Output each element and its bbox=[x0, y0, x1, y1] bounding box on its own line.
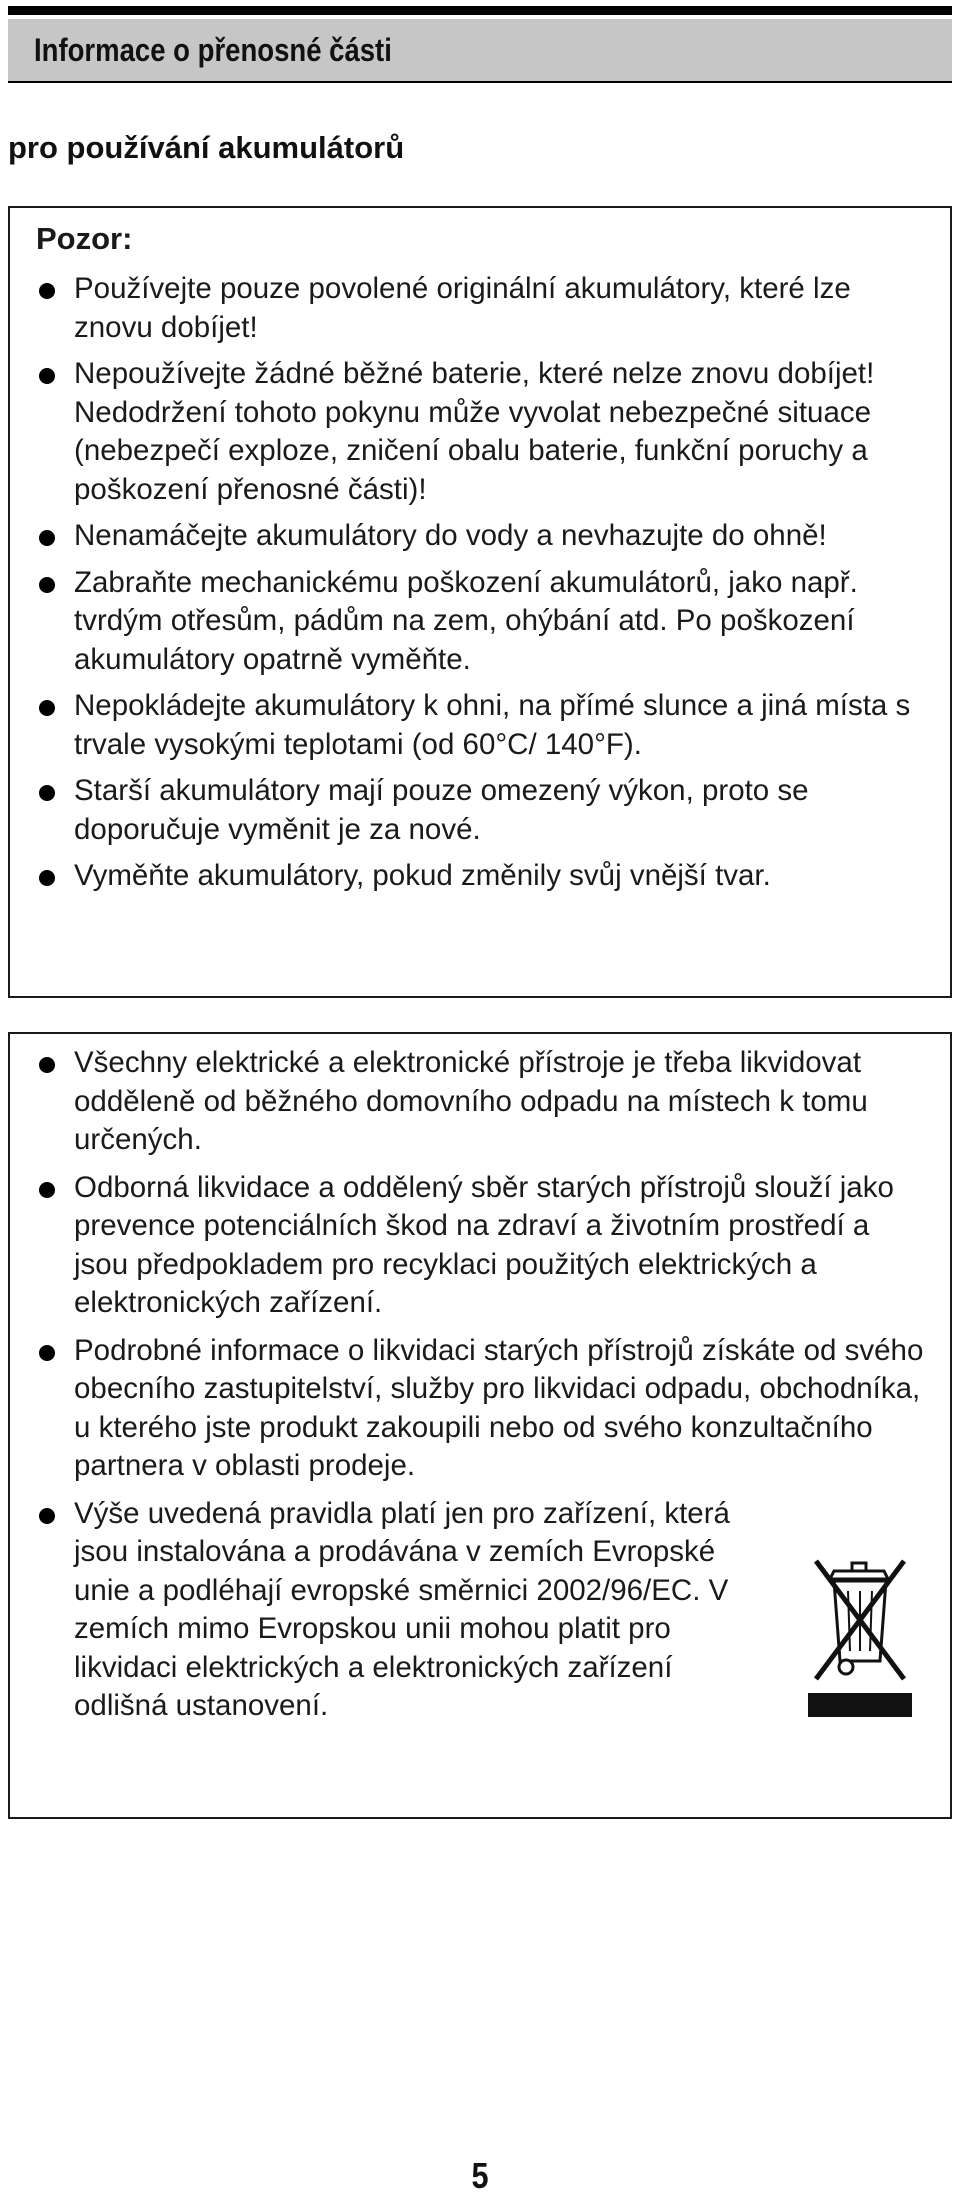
list-item-text: Zabraňte mechanickému poškození akumulátorů, jako např. tvrdým otřesům, pádům na zem, ohýbání atd. Po poškození akumulátory opatrně vyměňte. bbox=[74, 565, 858, 676]
warning-label: Pozor: bbox=[36, 221, 133, 256]
bullet-icon bbox=[39, 577, 55, 593]
bullet-icon bbox=[39, 283, 55, 299]
list-item bbox=[36, 857, 924, 896]
header-band bbox=[8, 19, 952, 83]
list-item-text: Vyměňte akumulátory, pokud změnily svůj vnější tvar. bbox=[74, 859, 771, 892]
bullet-icon bbox=[39, 1508, 55, 1524]
list-item-text: Starší akumulátory mají pouze omezený výkon, proto se doporučuje vyměnit je za nové. bbox=[74, 774, 809, 846]
bullet-icon bbox=[39, 1182, 55, 1198]
list-item bbox=[36, 1495, 766, 1726]
list-item-text: Odborná likvidace a oddělený sběr starých přístrojů slouží jako prevence potenciálních škod na zdraví a životním prostředí a jsou předpokladem pro recyklaci použitých elektrických a elektronických zařízení. bbox=[74, 1170, 894, 1319]
list-item bbox=[36, 517, 924, 556]
crossed-out-wheelie-bin-icon bbox=[804, 1549, 916, 1719]
list-item bbox=[36, 772, 924, 849]
list-item-text: Podrobné informace o likvidaci starých přístrojů získáte od svého obecního zastupitelství, služby pro likvidaci odpadu, obchodníka, u kterého jste produkt zakoupili nebo od svého konzultačního partnera v oblasti prodeje. bbox=[74, 1333, 924, 1482]
list-item bbox=[36, 355, 924, 509]
bullet-icon bbox=[39, 785, 55, 801]
list-item bbox=[36, 564, 924, 680]
list-item-text: Nenamáčejte akumulátory do vody a nevhazujte do ohně! bbox=[74, 519, 827, 552]
list-item-text: Nepokládejte akumulátory k ohni, na přímé slunce a jiná místa s trvale vysokými teplotami (od 60°C/ 140°F). bbox=[74, 689, 911, 761]
bullet-icon bbox=[39, 530, 55, 546]
list-item bbox=[36, 1044, 924, 1160]
top-rule bbox=[8, 6, 952, 15]
list-item bbox=[36, 687, 924, 764]
list-item-text: Nepoužívejte žádné běžné baterie, které nelze znovu dobíjet! Nedodržení tohoto pokynu může vyvolat nebezpečné situace (nebezpečí exploze, zničení obalu baterie, funkční poruchy a poškození přenosné části)! bbox=[74, 357, 875, 506]
list-item-text: Výše uvedená pravidla platí jen pro zařízení, která jsou instalována a prodávána v zemích Evropské unie a podléhají evropské směrnici 2002/96/EC. V zemích mimo Evropskou unii mohou platit pro likvidaci elektrických a elektronických zařízení odlišná ustanovení. bbox=[74, 1496, 730, 1722]
disposal-list bbox=[36, 1044, 924, 1726]
page-title: Informace o přenosné části bbox=[34, 31, 392, 68]
page-number: 5 bbox=[471, 2155, 489, 2196]
list-item bbox=[36, 270, 924, 347]
warning-list bbox=[36, 270, 924, 896]
bullet-icon bbox=[39, 870, 55, 886]
list-item-text: Všechny elektrické a elektronické přístroje je třeba likvidovat odděleně od běžného domovního odpadu na místech k tomu určených. bbox=[74, 1046, 868, 1156]
list-item bbox=[36, 1169, 924, 1323]
bullet-icon bbox=[39, 368, 55, 384]
warning-box bbox=[8, 206, 952, 998]
list-item bbox=[36, 1332, 924, 1486]
bullet-icon bbox=[39, 700, 55, 716]
bullet-icon bbox=[39, 1057, 55, 1073]
list-item-text: Používejte pouze povolené originální akumulátory, které lze znovu dobíjet! bbox=[74, 272, 851, 344]
section-title: pro používání akumulátorů bbox=[8, 130, 405, 165]
bullet-icon bbox=[39, 1345, 55, 1361]
